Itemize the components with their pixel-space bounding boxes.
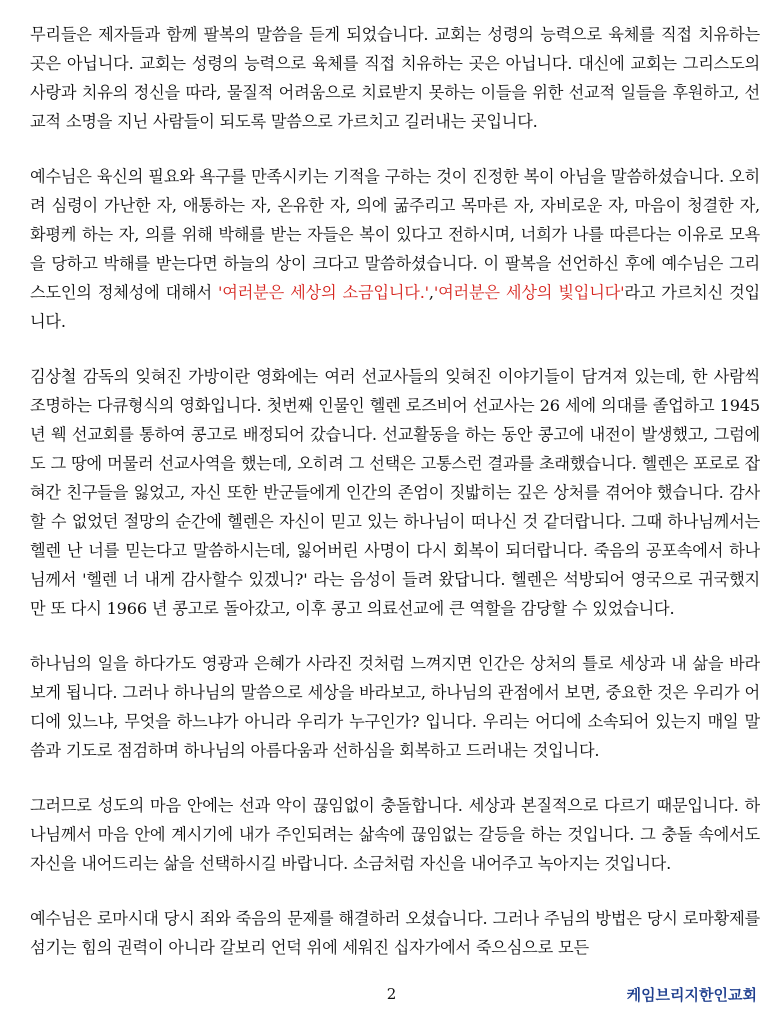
document-body [30, 20, 760, 962]
paragraph-2-ending: 라고 가르치신 것입니다. [30, 283, 760, 331]
quote-separator: , [428, 283, 434, 302]
paragraph-2-text: 예수님은 육신의 필요와 욕구를 만족시키는 기적을 구하는 것이 진정한 복이 아님을 말씀하셨습니다. 오히려 심령이 가난한 자, 애통하는 자, 온유한 자, 의에 굶주리고 목마른 자, 자비로운 자, 마음이 청결한 자, 화평케 하는 자, 의를 위해 박해를 받는 자들은 복이 있다고 전하시며, 너희가 나를 따른다는 이유로 모욕을 당하고 박해를 받는다면 하늘의 상이 크다고 말씀하셨습니다. 이 팔복을 선언하신 후에 예수님은 그리스도인의 정체성에 대해서 [30, 167, 760, 302]
paragraph-2 [30, 162, 760, 336]
page-number: 2 [386, 985, 397, 1003]
church-name: 케임브리지한인교회 [626, 986, 757, 1004]
paragraph-3: 김상철 감독의 잊혀진 가방이란 영화에는 여러 선교사들의 잊혀진 이야기들이 담겨져 있는데, 한 사람씩 조명하는 다큐형식의 영화입니다. 첫번째 인물인 헬렌 로즈비어 선교사는 26 세에 의대를 졸업하고 1945 년 웩 선교회를 통하여 콩고로 배정되어 갔습니다. 선교활동을 하는 동안 콩고에 내전이 발생했고, 그럼에도 그 땅에 머물러 선교사역을 했는데, 오히려 그 선택은 고통스런 결과를 초래했습니다. 헬렌은 포로로 잡혀간 친구들을 잃었고, 자신 또한 반군들에게 인간의 존엄이 짓밟히는 깊은 상처를 겪어야 했습니다. 감사할 수 없었던 절망의 순간에 헬렌은 자신이 믿고 있는 하나님이 떠나신 것 같더랍니다. 그때 하나님께서는 헬렌 난 너를 믿는다고 말씀하시는데, 잃어버린 사명이 다시 회복이 되더랍니다. 죽음의 공포속에서 하나님께서 '헬렌 너 내게 감사할수 있겠니?' 라는 음성이 들려 왔답니다. 헬렌은 석방되어 영국으로 귀국했지만 또 다시 1966 년 콩고로 돌아갔고, 이후 콩고 의료선교에 큰 역할을 감당할 수 있었습니다. [30, 367, 760, 618]
paragraph-6: 예수님은 로마시대 당시 죄와 죽음의 문제를 해결하러 오셨습니다. 그러나 주님의 방법은 당시 로마황제를 섬기는 힘의 권력이 아니라 갈보리 언덕 위에 세워진 십자가에서 죽으심으로 모든 [30, 909, 760, 957]
quote-light: '여러분은 세상의 빛입니다' [433, 283, 625, 302]
paragraph-4: 하나님의 일을 하다가도 영광과 은혜가 사라진 것처럼 느껴지면 인간은 상처의 틀로 세상과 내 삶을 바라보게 됩니다. 그러나 하나님의 말씀으로 세상을 바라보고, 하나님의 관점에서 보면, 중요한 것은 우리가 어디에 있느냐, 무엇을 하느냐가 아니라 우리가 누구인가? 입니다. 우리는 어디에 소속되어 있는지 매일 말씀과 기도로 점검하며 하나님의 아름다움과 선하심을 회복하고 드러내는 것입니다. [30, 654, 760, 760]
paragraph-5: 그러므로 성도의 마음 안에는 선과 악이 끊임없이 충돌합니다. 세상과 본질적으로 다르기 때문입니다. 하나님께서 마음 안에 계시기에 내가 주인되려는 삶속에 끊임없는 갈등을 하는 것입니다. 그 충돌 속에서도 자신을 내어드리는 삶을 선택하시길 바랍니다. 소금처럼 자신을 내어주고 녹아지는 것입니다. [30, 796, 760, 873]
paragraph-1: 무리들은 제자들과 함께 팔복의 말씀을 듣게 되었습니다. 교회는 성령의 능력으로 육체를 직접 치유하는 곳은 아닙니다. 교회는 성령의 능력으로 육체를 직접 치유하는 곳은 아닙니다. 대신에 교회는 그리스도의 사랑과 치유의 정신을 따라, 물질적 어려움으로 치료받지 못하는 이들을 위한 선교적 일들을 후원하고, 선교적 소명을 지닌 사람들이 되도록 말씀으로 가르치고 길러내는 곳입니다. [30, 25, 760, 131]
quote-salt: '여러분은 세상의 소금입니다.' [218, 283, 429, 302]
